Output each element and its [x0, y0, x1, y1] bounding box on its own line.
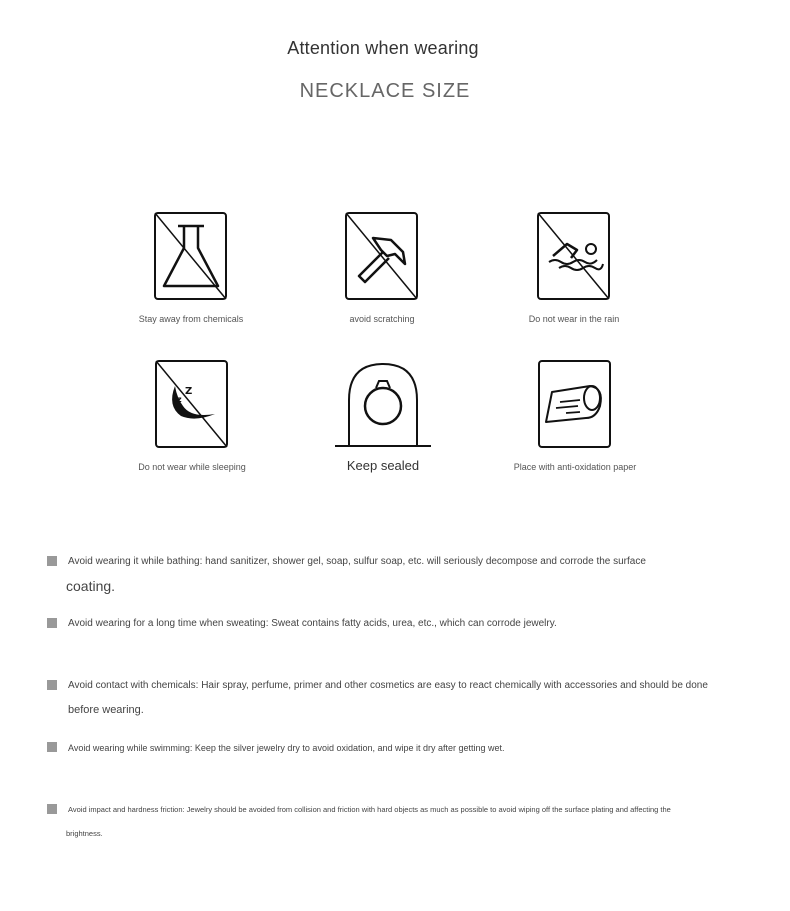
note-text: Avoid impact and hardness friction: Jewelry should be avoided from collision and friction with hard objects as much as possible to avoid wiping off the surface plating and affecting the — [68, 805, 671, 814]
icon-cell-sleeping — [97, 360, 287, 472]
note-text: Avoid wearing for a long time when sweating: Sweat contains fatty acids, urea, etc., which can corrode jewelry. — [68, 618, 557, 629]
note-text: Avoid wearing while swimming: Keep the silver jewelry dry to avoid oxidation, and wipe it dry after getting wet. — [68, 743, 505, 753]
hammer-icon — [345, 212, 419, 302]
bullet-square-icon — [47, 804, 57, 814]
note-item — [47, 612, 747, 636]
icon-label: Place with anti-oxidation paper — [513, 462, 637, 472]
icon-label: Do not wear in the rain — [528, 314, 620, 324]
flask-icon — [154, 212, 228, 302]
bullet-square-icon — [47, 556, 57, 566]
bullet-square-icon — [47, 742, 57, 752]
icon-label: Stay away from chemicals — [138, 314, 244, 324]
icon-cell-paper — [480, 360, 670, 472]
note-text: Avoid wearing it while bathing: hand sanitizer, shower gel, soap, sulfur soap, etc. will seriously decompose and corrode the surface — [68, 556, 646, 567]
icon-label: Do not wear while sleeping — [138, 462, 246, 472]
svg-text:z: z — [177, 395, 182, 404]
icon-cell-scratching — [287, 212, 477, 324]
note-item — [47, 674, 747, 724]
page-title: Attention when wearing — [287, 38, 479, 58]
note-text-continued: brightness. — [66, 829, 103, 838]
swimmer-icon — [537, 212, 611, 302]
svg-text:Z: Z — [185, 386, 193, 397]
note-text-continued: before wearing. — [68, 704, 144, 716]
icon-cell-chemicals — [96, 212, 286, 324]
note-text: Avoid contact with chemicals: Hair spray, perfume, primer and other cosmetics are easy to react chemically with accessories and should be done — [68, 680, 708, 691]
paper-roll-icon — [538, 360, 612, 450]
bullet-square-icon — [47, 680, 57, 690]
icon-cell-sealed — [288, 360, 478, 473]
note-item — [47, 550, 747, 600]
bullet-square-icon — [47, 618, 57, 628]
note-text-continued: coating. — [66, 578, 116, 594]
page-subtitle: NECKLACE SIZE — [299, 80, 471, 102]
icon-label: Keep sealed — [346, 458, 420, 473]
sleep-moon-icon — [155, 360, 229, 450]
sealed-bag-icon — [333, 360, 433, 448]
note-item — [47, 798, 747, 848]
icon-cell-rain — [479, 212, 669, 324]
icon-label: avoid scratching — [349, 314, 415, 324]
note-item — [47, 736, 747, 760]
